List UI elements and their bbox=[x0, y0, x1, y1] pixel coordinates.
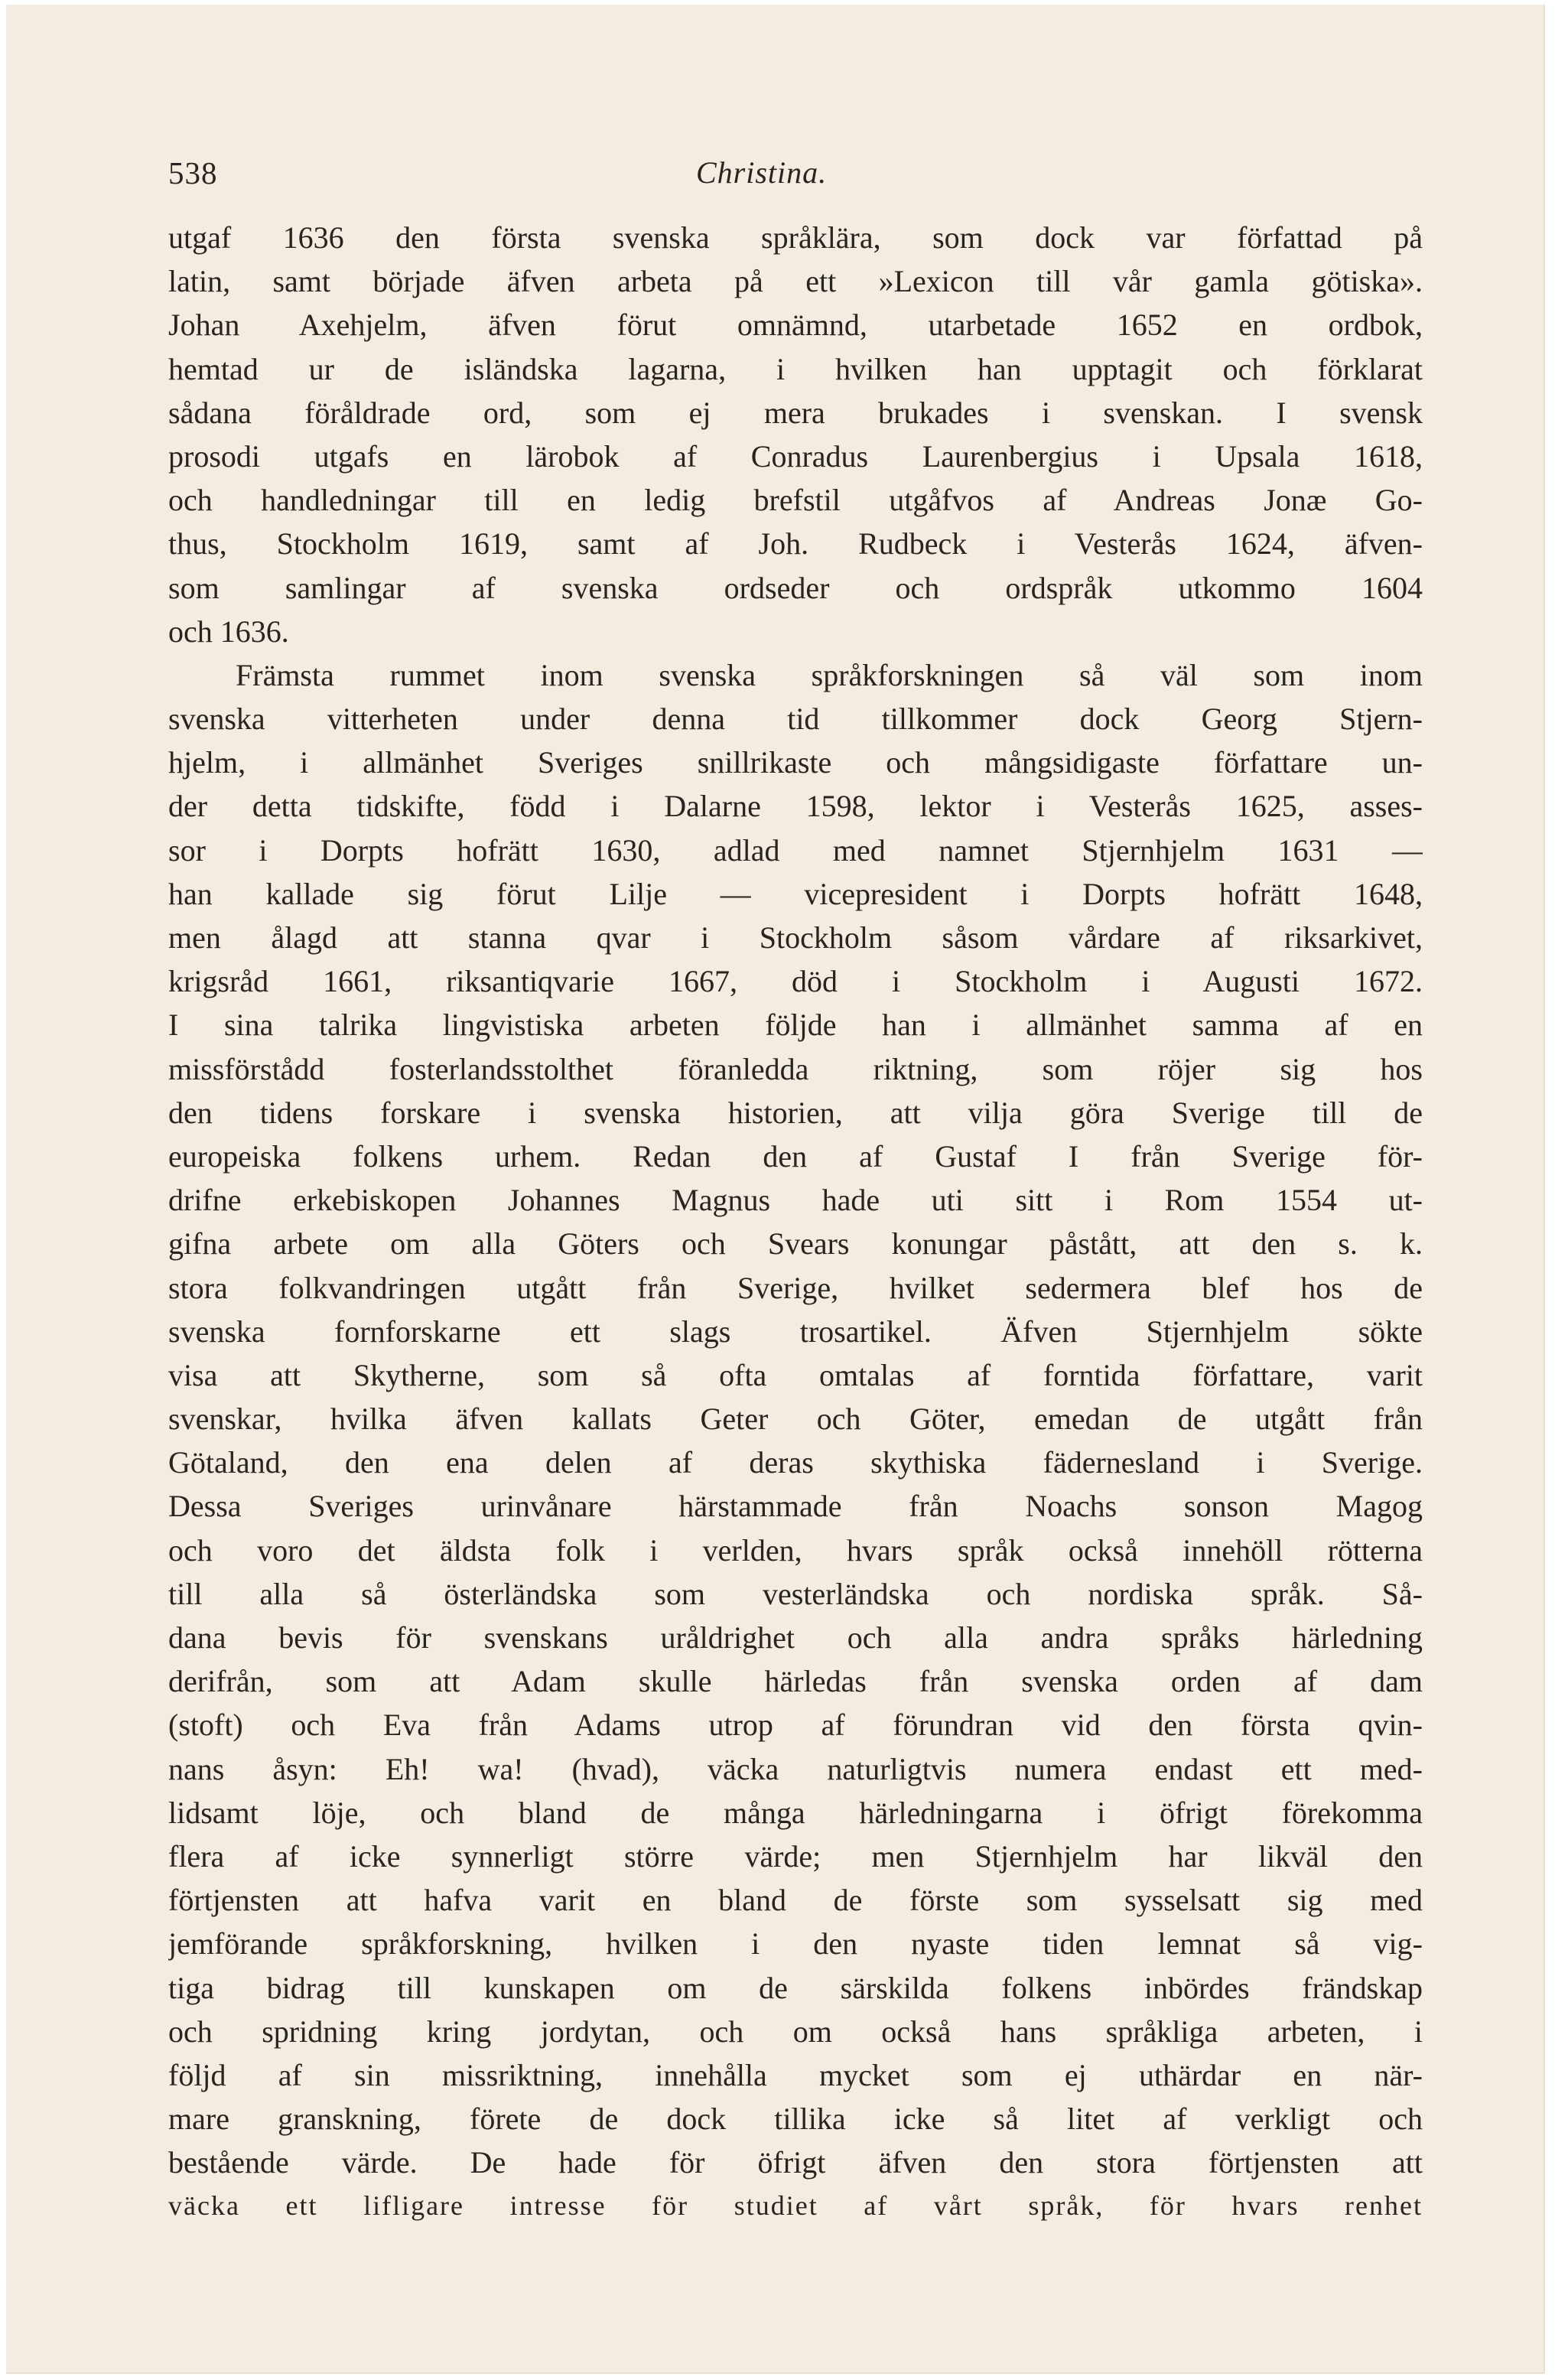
body-text bbox=[168, 216, 1423, 2229]
text-line: jemförande språkforskning, hvilken i den nyaste tiden lemnat så vig- bbox=[168, 1926, 1423, 1962]
text-line: gifna arbete om alla Göters och Svears konungar påstått, att den s. k. bbox=[168, 1226, 1423, 1262]
text-line: han kallade sig förut Lilje — vicepresident i Dorpts hofrätt 1648, bbox=[168, 876, 1423, 911]
text-line: mare granskning, förete de dock tillika icke så litet af verkligt och bbox=[168, 2102, 1423, 2137]
text-line: och handledningar till en ledig brefstil utgåfvos af Andreas Jonæ Go- bbox=[168, 483, 1423, 518]
text-line: den tidens forskare i svenska historien, att vilja göra Sverige till de bbox=[168, 1095, 1423, 1130]
text-line: svenska vitterheten under denna tid tillkommer dock Georg Stjern- bbox=[168, 702, 1423, 737]
text-line: missförstådd fosterlandsstolthet föranledda riktning, som röjer sig hos bbox=[168, 1051, 1423, 1086]
text-line: och 1636. bbox=[168, 614, 289, 649]
text-line: (stoft) och Eva från Adams utrop af förundran vid den första qvin- bbox=[168, 1708, 1423, 1743]
text-line: stora folkvandringen utgått från Sverige, hvilket sedermera blef hos de bbox=[168, 1270, 1423, 1305]
text-line: latin, samt började äfven arbeta på ett »Lexicon till vår gamla götiska». bbox=[168, 264, 1423, 299]
text-line: bestående värde. De hade för öfrigt äfven den stora förtjensten att bbox=[168, 2145, 1423, 2180]
text-line: hemtad ur de isländska lagarna, i hvilken han upptagit och förklarat bbox=[168, 351, 1423, 386]
page-number: 538 bbox=[168, 155, 218, 190]
text-line: svenskar, hvilka äfven kallats Geter och Göter, emedan de utgått från bbox=[168, 1402, 1423, 1437]
text-line: och spridning kring jordytan, och om också hans språkliga arbeten, i bbox=[168, 2014, 1423, 2049]
book-page bbox=[6, 5, 1545, 2374]
text-line: flera af icke synnerligt större värde; men Stjernhjelm har likväl den bbox=[168, 1838, 1423, 1874]
text-line: svenska fornforskarne ett slags trosartikel. Äfven Stjernhjelm sökte bbox=[168, 1314, 1423, 1349]
text-line: men ålagd att stanna qvar i Stockholm såsom vårdare af riksarkivet, bbox=[168, 920, 1423, 955]
text-line: till alla så österländska som vesterländska och nordiska språk. Så- bbox=[168, 1576, 1423, 1611]
text-line: tiga bidrag till kunskapen om de särskilda folkens inbördes frändskap bbox=[168, 1970, 1423, 2005]
text-line: thus, Stockholm 1619, samt af Joh. Rudbeck i Vesterås 1624, äfven- bbox=[168, 526, 1423, 562]
text-line: I sina talrika lingvistiska arbeten följde han i allmänhet samma af en bbox=[168, 1008, 1423, 1043]
text-line: som samlingar af svenska ordseder och ordspråk utkommo 1604 bbox=[168, 570, 1423, 605]
text-line: lidsamt löje, och bland de många härledningarna i öfrigt förekomma bbox=[168, 1795, 1423, 1830]
text-line: derifrån, som att Adam skulle härledas från svenska orden af dam bbox=[168, 1664, 1423, 1699]
text-line: hjelm, i allmänhet Sveriges snillrikaste och mångsidigaste författare un- bbox=[168, 745, 1423, 780]
text-line: nans åsyn: Eh! wa! (hvad), väcka naturligtvis numera endast ett med- bbox=[168, 1751, 1423, 1786]
text-line: följd af sin missriktning, innehålla mycket som ej uthärdar en när- bbox=[168, 2057, 1423, 2092]
text-line: förtjensten att hafva varit en bland de förste som sysselsatt sig med bbox=[168, 1883, 1423, 1918]
text-line: Johan Axehjelm, äfven förut omnämnd, utarbetade 1652 en ordbok, bbox=[168, 308, 1423, 343]
text-line: europeiska folkens urhem. Redan den af Gustaf I från Sverige för- bbox=[168, 1138, 1423, 1174]
paragraph-start-line: Främsta rummet inom svenska språkforskningen så väl som inom bbox=[236, 657, 1423, 692]
text-line: utgaf 1636 den första svenska språklära, som dock var författad på bbox=[168, 220, 1423, 255]
page-header bbox=[168, 155, 1423, 200]
text-line-cut-off: väcka ett lifligare intresse för studiet af vårt språk, för hvars renhet bbox=[168, 2190, 1423, 2222]
text-line: visa att Skytherne, som så ofta omtalas af forntida författare, varit bbox=[168, 1357, 1423, 1392]
text-line: prosodi utgafs en lärobok af Conradus Laurenbergius i Upsala 1618, bbox=[168, 438, 1423, 474]
text-line: sådana föråldrade ord, som ej mera brukades i svenskan. I svensk bbox=[168, 395, 1423, 430]
text-line: och voro det äldsta folk i verlden, hvars språk också innehöll rötterna bbox=[168, 1532, 1423, 1568]
running-title: Christina. bbox=[696, 155, 828, 190]
text-line: der detta tidskifte, född i Dalarne 1598, lektor i Vesterås 1625, asses- bbox=[168, 789, 1423, 824]
text-line: krigsråd 1661, riksantiqvarie 1667, död i Stockholm i Augusti 1672. bbox=[168, 964, 1423, 999]
text-line: Götaland, den ena delen af deras skythiska fädernesland i Sverige. bbox=[168, 1445, 1423, 1480]
text-line: Dessa Sveriges urinvånare härstammade från Noachs sonson Magog bbox=[168, 1489, 1423, 1524]
text-line: sor i Dorpts hofrätt 1630, adlad med namnet Stjernhjelm 1631 — bbox=[168, 832, 1423, 868]
text-line: dana bevis för svenskans uråldrighet och alla andra språks härledning bbox=[168, 1620, 1423, 1655]
text-line: drifne erkebiskopen Johannes Magnus hade uti sitt i Rom 1554 ut- bbox=[168, 1183, 1423, 1218]
